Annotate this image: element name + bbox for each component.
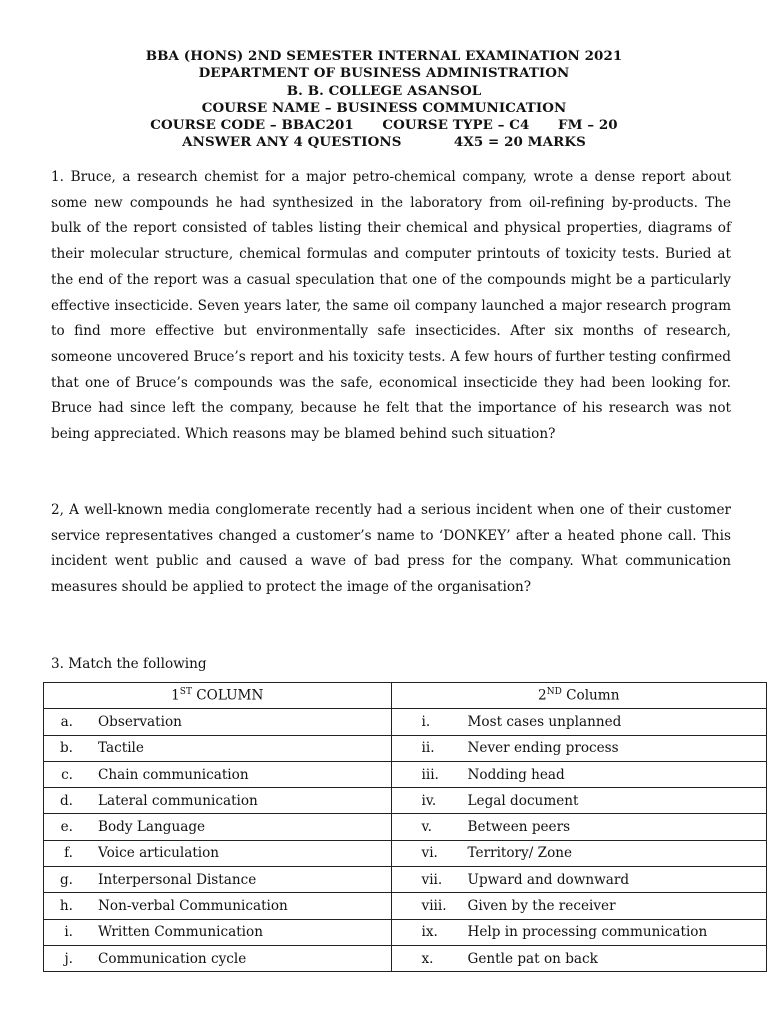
left-cell [44,893,392,919]
right-label: vi. [421,845,438,862]
right-label: iv. [421,792,437,809]
left-cell [44,788,392,814]
left-label: i. [64,924,73,941]
right-cell [391,814,766,840]
table-row [44,761,767,787]
right-text: Upward and downward [467,871,630,888]
header-line-instructions: ANSWER ANY 4 QUESTIONS 4X5 = 20 MARKS [182,134,586,151]
header-line-course-name: COURSE NAME – BUSINESS COMMUNICATION [201,99,567,116]
left-text: Communication cycle [98,950,247,967]
left-text: Observation [98,713,182,730]
right-text: Given by the receiver [467,898,616,915]
match-table [43,682,767,972]
table-row [44,735,767,761]
left-cell [44,735,392,761]
left-cell [44,840,392,866]
left-label: e. [60,819,73,836]
header-line-exam: BBA (HONS) 2ND SEMESTER INTERNAL EXAMINATION 2021 [145,48,623,64]
right-cell [391,788,766,814]
left-cell [44,867,392,893]
right-text: Nodding head [467,766,565,783]
right-label: viii. [421,898,447,915]
left-cell [44,919,392,945]
table-row [44,709,767,735]
right-label: iii. [421,766,439,783]
left-text: Voice articulation [98,845,220,862]
column-1-header-text: COLUMN [191,687,264,704]
table-row [44,814,767,840]
question-1: 1. Bruce, a research chemist for a major petro-chemical company, wrote a dense report about some new compounds he had synthesized in the laboratory from oil-refining by-products. The bulk of the report consisted of tables listing their chemical and physical properties, diagrams of their molecular structure, chemical formulas and computer printouts of toxicity tests. Buried at the end of the report was a casual speculation that one of the compounds might be a particularly effective insecticide. Seven years later, the same oil company launched a major research program to find more effective but environmentally safe insecticides. After six months of research, someone uncovered Bruce’s report and his toxicity tests. A few hours of further testing confirmed that one of Bruce’s compounds was the safe, economical insecticide they had been looking for. Bruce had since left the company, because he felt that the importance of his research was not being appreciated. Which reasons may be blamed behind such situation? [51,169,731,443]
right-text: Help in processing communication [467,924,708,941]
column-1-header-num: 1 [171,687,180,704]
table-row [44,945,767,971]
column-1-header-sup: ST [179,687,192,698]
right-cell [391,945,766,971]
left-label: f. [64,845,73,862]
right-text: Territory/ Zone [467,845,573,862]
right-text: Gentle pat on back [467,950,598,967]
left-label: g. [59,871,73,888]
left-text: Chain communication [98,766,249,783]
right-label: v. [421,819,432,836]
left-label: b. [59,740,73,757]
table-row [44,893,767,919]
left-label: h. [59,898,73,915]
header-line-course-code: COURSE CODE – BBAC201 COURSE TYPE – C4 FM – 20 [150,117,618,134]
header-line-college: B. B. COLLEGE ASANSOL [286,82,482,99]
column-2-header-sup: ND [546,687,562,698]
left-cell [44,709,392,735]
right-cell [391,840,766,866]
left-text: Tactile [98,740,144,757]
left-label: c. [61,766,73,783]
left-cell [44,814,392,840]
column-1-header [44,683,392,709]
right-cell [391,709,766,735]
left-text: Interpersonal Distance [98,871,257,888]
left-label: a. [60,713,73,730]
right-cell [391,735,766,761]
right-cell [391,919,766,945]
table-row [44,840,767,866]
left-label: j. [64,950,73,967]
column-2-header-text: Column [561,687,620,704]
column-2-header-num: 2 [538,687,547,704]
left-label: d. [59,792,73,809]
header-line-department: DEPARTMENT OF BUSINESS ADMINISTRATION [198,65,570,82]
right-label: vii. [421,871,443,888]
right-text: Never ending process [467,740,619,757]
table-row [44,788,767,814]
table-row [44,867,767,893]
column-2-header [391,683,766,709]
right-text: Most cases unplanned [467,713,622,730]
right-cell [391,761,766,787]
right-label: ix. [421,924,438,941]
right-label: x. [421,950,434,967]
left-cell [44,761,392,787]
match-table-header-row [44,683,767,709]
exam-header [0,48,768,152]
left-text: Non-verbal Communication [98,898,288,915]
right-label: ii. [421,740,435,757]
question-2: 2, A well-known media conglomerate recently had a serious incident when one of their customer service representatives changed a customer’s name to ‘DONKEY’ after a heated phone call. This incident went public and caused a wave of bad press for the company. What communication measures should be applied to protect the image of the organisation? [51,502,731,596]
question-3-title: 3. Match the following [51,656,207,672]
right-cell [391,867,766,893]
table-row [44,919,767,945]
left-text: Lateral communication [98,792,258,809]
left-cell [44,945,392,971]
left-text: Body Language [98,819,206,836]
right-text: Legal document [467,792,579,809]
right-label: i. [421,713,431,730]
right-cell [391,893,766,919]
left-text: Written Communication [98,924,263,941]
right-text: Between peers [467,819,571,836]
